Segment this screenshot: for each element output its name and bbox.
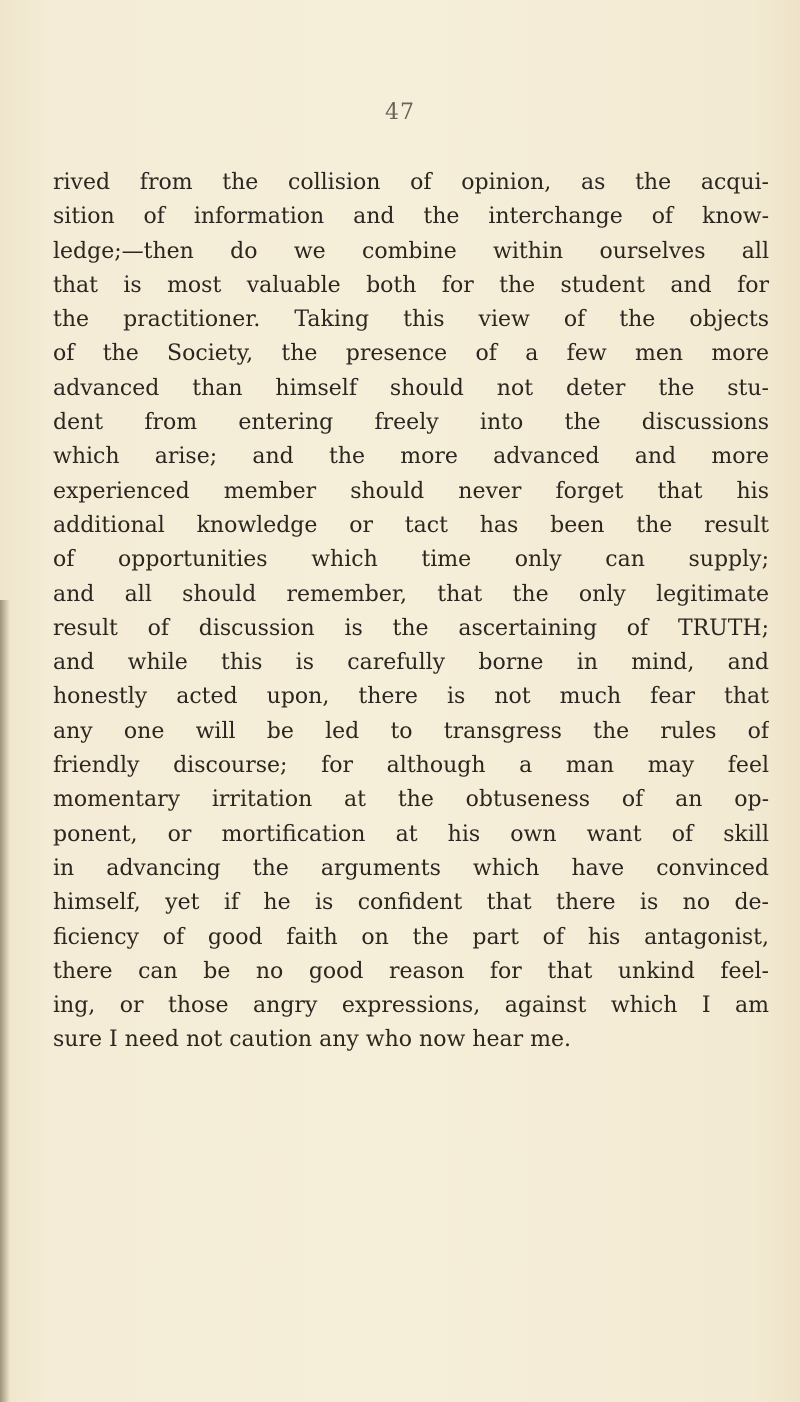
text-line: and while this is carefully borne in mind, and [53, 650, 769, 676]
text-line: sition of information and the interchange of know- [53, 204, 769, 230]
text-line: in advancing the arguments which have convinced [53, 855, 769, 881]
body-text [53, 166, 769, 1058]
text-line: which arise; and the more advanced and more [53, 444, 769, 470]
text-line: result of discussion is the ascertaining of TRUTH; [53, 615, 769, 641]
text-line: honestly acted upon, there is not much fear that [53, 684, 769, 710]
text-line: that is most valuable both for the student and for [53, 272, 769, 298]
text-line: ledge;—then do we combine within ourselves all [53, 238, 769, 264]
text-line: friendly discourse; for although a man may feel [53, 753, 769, 779]
text-line: rived from the collision of opinion, as the acqui- [53, 170, 769, 195]
text-line: advanced than himself should not deter the stu- [53, 375, 769, 401]
text-line: there can be no good reason for that unkind feel- [53, 958, 769, 984]
text-line: the practitioner. Taking this view of the objects [53, 307, 769, 333]
text-line: and all should remember, that the only legitimate [53, 581, 769, 607]
text-line: of the Society, the presence of a few men more [53, 341, 769, 367]
text-line: sure I need not caution any who now hear me. [53, 1027, 571, 1053]
text-line: himself, yet if he is confident that there is no de- [53, 890, 769, 916]
text-line: ing, or those angry expressions, against which I am [53, 993, 769, 1019]
text-line: any one will be led to transgress the rules of [53, 718, 769, 744]
text-line: ficiency of good faith on the part of his antagonist, [53, 924, 769, 950]
text-line: experienced member should never forget that his [53, 478, 769, 504]
binding-shadow [0, 600, 10, 1402]
text-line: additional knowledge or tact has been the result [53, 512, 769, 538]
text-line: of opportunities which time only can supply; [53, 547, 769, 573]
text-line: dent from entering freely into the discussions [53, 410, 769, 436]
page-number: 47 [385, 100, 415, 125]
text-line: momentary irritation at the obtuseness of an op- [53, 787, 769, 813]
text-line: ponent, or mortification at his own want of skill [53, 821, 769, 847]
